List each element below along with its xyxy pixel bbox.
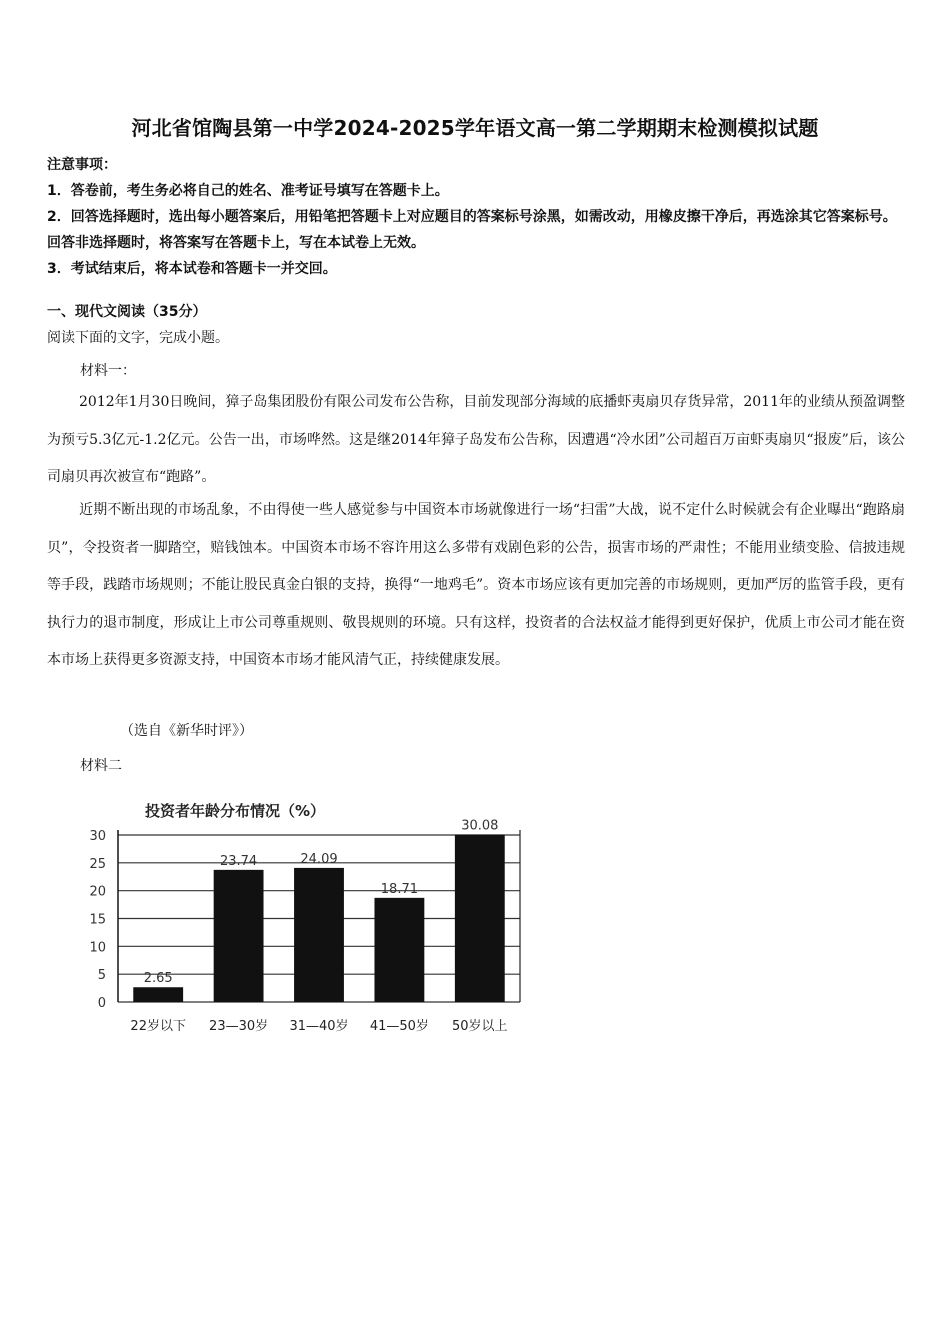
notice-item-2: 2．回答选择题时，选出每小题答案后，用铅笔把答题卡上对应题目的答案标号涂黑，如需改动，用橡皮擦干净后，再选涂其它答案标号。回答非选择题时，将答案写在答题卡上，写在本试卷上无效。 <box>47 209 897 251</box>
material-1-label: 材料一： <box>80 363 136 379</box>
x-tick-label: 50岁以上 <box>452 1019 508 1034</box>
paragraph-1-text: 2012年1月30日晚间，獐子岛集团股份有限公司发布公告称，目前发现部分海域的底播虾夷扇贝存货异常，2011年的业绩从预盈调整为预亏5.3亿元-1.2亿元。公告一出，市场哗然。这是继2014年獐子岛发布公告称，因遭遇“冷水团”公司超百万亩虾夷扇贝“报废”后，该公司扇贝再次被宣布“跑路”。 <box>47 394 905 485</box>
data-label: 24.09 <box>300 851 338 867</box>
data-label: 18.71 <box>380 881 419 897</box>
y-tick-label: 0 <box>97 996 106 1011</box>
bar <box>374 898 424 1002</box>
x-tick-label: 31—40岁 <box>289 1019 349 1034</box>
material-2-label: 材料二 <box>80 758 122 774</box>
x-tick-label: 41—50岁 <box>369 1019 429 1034</box>
notice-item-1: 1．答卷前，考生务必将自己的姓名、准考证号填写在答题卡上。 <box>47 183 449 199</box>
y-tick-label: 30 <box>89 829 106 844</box>
paragraph-2 <box>47 492 905 680</box>
notice-block <box>47 152 907 282</box>
chart-title: 投资者年龄分布情况（%） <box>144 802 326 820</box>
bar <box>214 870 264 1002</box>
bar <box>294 868 344 1002</box>
section-heading: 一、现代文阅读（35分） <box>47 304 207 320</box>
data-label: 2.65 <box>143 971 173 987</box>
y-tick-label: 15 <box>89 912 106 928</box>
y-tick-label: 5 <box>97 968 106 984</box>
y-tick-label: 20 <box>89 884 106 900</box>
notice-heading: 注意事项： <box>47 157 117 173</box>
data-label: 30.08 <box>461 818 499 834</box>
paragraph-1 <box>47 384 905 497</box>
y-tick-label: 25 <box>89 856 106 872</box>
y-tick-label: 10 <box>89 940 106 956</box>
data-label: 23.74 <box>219 853 258 869</box>
paragraph-2-text: 近期不断出现的市场乱象，不由得使一些人感觉参与中国资本市场就像进行一场“扫雷”大战，说不定什么时候就会有企业曝出“跑路扇贝”，令投资者一脚踏空，赔钱蚀本。中国资本市场不容许用这么多带有戏剧色彩的公告，损害市场的严肃性；不能用业绩变脸、信披违规等手段，践踏市场规则；不能让股民真金白银的支持，换得“一地鸡毛”。资本市场应该有更加完善的市场规则，更加严厉的监管手段，更有执行力的退市制度，形成让上市公司尊重规则、敬畏规则的环境。只有这样，投资者的合法权益才能得到更好保护，优质上市公司才能在资本市场上获得更多资源支持，中国资本市场才能风清气正，持续健康发展。 <box>47 502 905 668</box>
reading-instruction: 阅读下面的文字，完成小题。 <box>47 330 229 346</box>
x-tick-label: 22岁以下 <box>130 1019 186 1034</box>
page-title: 河北省馆陶县第一中学2024-2025学年语文高一第二学期期末检测模拟试题 <box>131 116 819 140</box>
bar <box>133 987 183 1002</box>
bar <box>455 835 505 1002</box>
x-tick-label: 23—30岁 <box>209 1019 269 1034</box>
age-distribution-chart <box>80 790 540 1050</box>
source-citation: （选自《新华时评》） <box>120 723 253 739</box>
notice-item-3: 3．考试结束后，将本试卷和答题卡一并交回。 <box>47 261 337 277</box>
